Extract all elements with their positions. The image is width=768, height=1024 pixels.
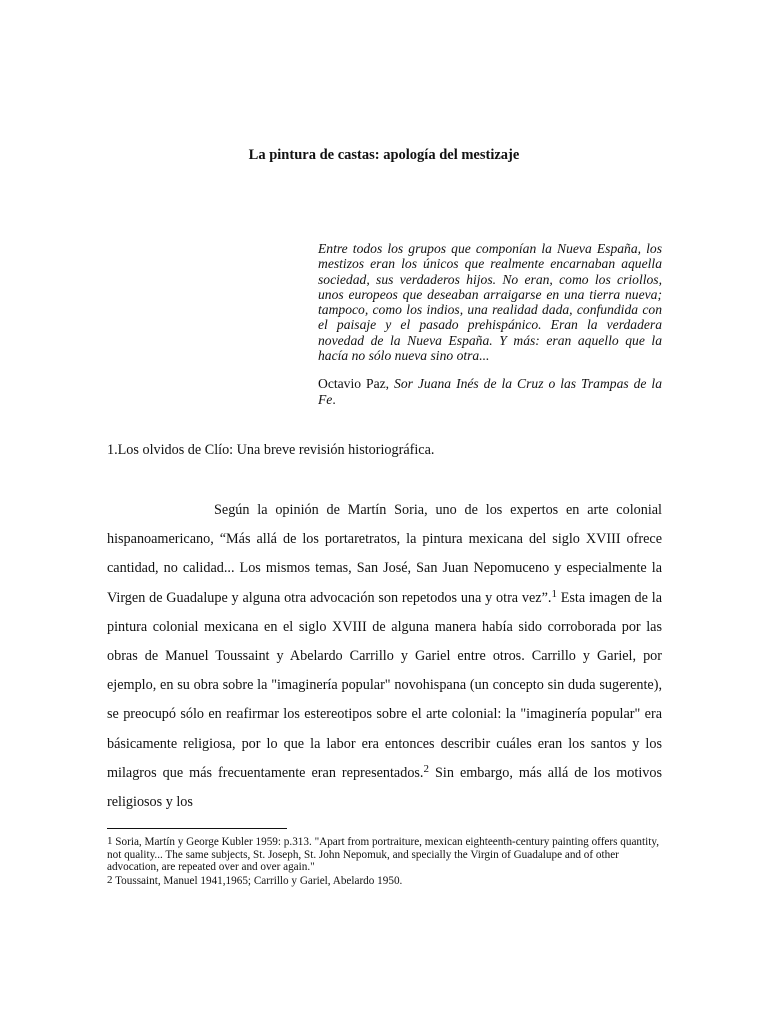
footnote-number: 2 bbox=[107, 873, 113, 886]
footnote-1 bbox=[107, 835, 662, 874]
epigraph-quote: Entre todos los grupos que componían la Nueva España, los mestizos eran los únicos que realmente encarnaban aquella sociedad, sus verdaderos hijos. No eran, como los criollos, unos europeos que deseaban arraigarse en una tierra nueva; tampoco, como los indios, una realidad dada, confundida con el paisaje y el pasado prehispánico. Eran la verdadera novedad de la Nueva España. Y más: eran aquello que la hacía no sólo nueva sino otra... bbox=[318, 241, 662, 364]
footnote-divider bbox=[107, 828, 287, 829]
body-paragraph bbox=[107, 496, 662, 817]
footnote-2 bbox=[107, 874, 662, 888]
footnote-text: Soria, Martín y George Kubler 1959: p.313. "Apart from portraiture, mexican eighteenth-century painting offers quantity, not quality... The same subjects, St. Joseph, St. John Nepomuk, and specially the Virgin of Guadalupe and of other advocation, are repeated over and over again." bbox=[107, 836, 659, 874]
epigraph-end: . bbox=[332, 391, 336, 407]
epigraph bbox=[318, 241, 662, 407]
body-text-part-3: Sin embargo, más allá de los motivos religiosos y los bbox=[107, 764, 662, 811]
epigraph-work: Sor Juana Inés de la Cruz o las Trampas de la Fe bbox=[318, 376, 663, 407]
footnotes bbox=[107, 835, 662, 887]
epigraph-source bbox=[318, 376, 662, 407]
body-text-part-1: Según la opinión de Martín Soria, uno de los expertos en arte colonial hispanoamericano, “Más allá de los portaretratos, la pintura mexicana del siglo XVIII ofrece cantidad, no calidad... Los mismos temas, San José, San Juan Nepomuceno y especialmente la Virgen de Guadalupe y alguna otra advocación son repetodos una y otra vez”. bbox=[107, 502, 662, 606]
footnote-text: Toussaint, Manuel 1941,1965; Carrillo y Gariel, Abelardo 1950. bbox=[112, 874, 403, 887]
footnote-ref-1: 1 bbox=[551, 587, 557, 600]
section-heading: 1.Los olvidos de Clío: Una breve revisión historiográfica. bbox=[107, 442, 435, 458]
footnote-number: 1 bbox=[107, 835, 113, 847]
body-text-part-2: Esta imagen de la pintura colonial mexicana en el siglo XVIII de alguna manera había sido corroborada por las obras de Manuel Toussaint y Abelardo Carrillo y Gariel entre otros. Carrillo y Gariel, por ejemplo, en su obra sobre la "imaginería popular" novohispana (un concepto sin duda sugerente), se preocupó sólo en reafirmar los estereotipos sobre el arte colonial: la "imaginería popular" era básicamente religiosa, por lo que la labor era entonces describir cuáles eran los santos y los milagros que más frecuentamente eran representados. bbox=[107, 589, 662, 781]
footnote-ref-2: 2 bbox=[423, 762, 429, 775]
epigraph-author: Octavio Paz, bbox=[318, 376, 395, 392]
document-title: La pintura de castas: apología del mestizaje bbox=[248, 147, 520, 163]
